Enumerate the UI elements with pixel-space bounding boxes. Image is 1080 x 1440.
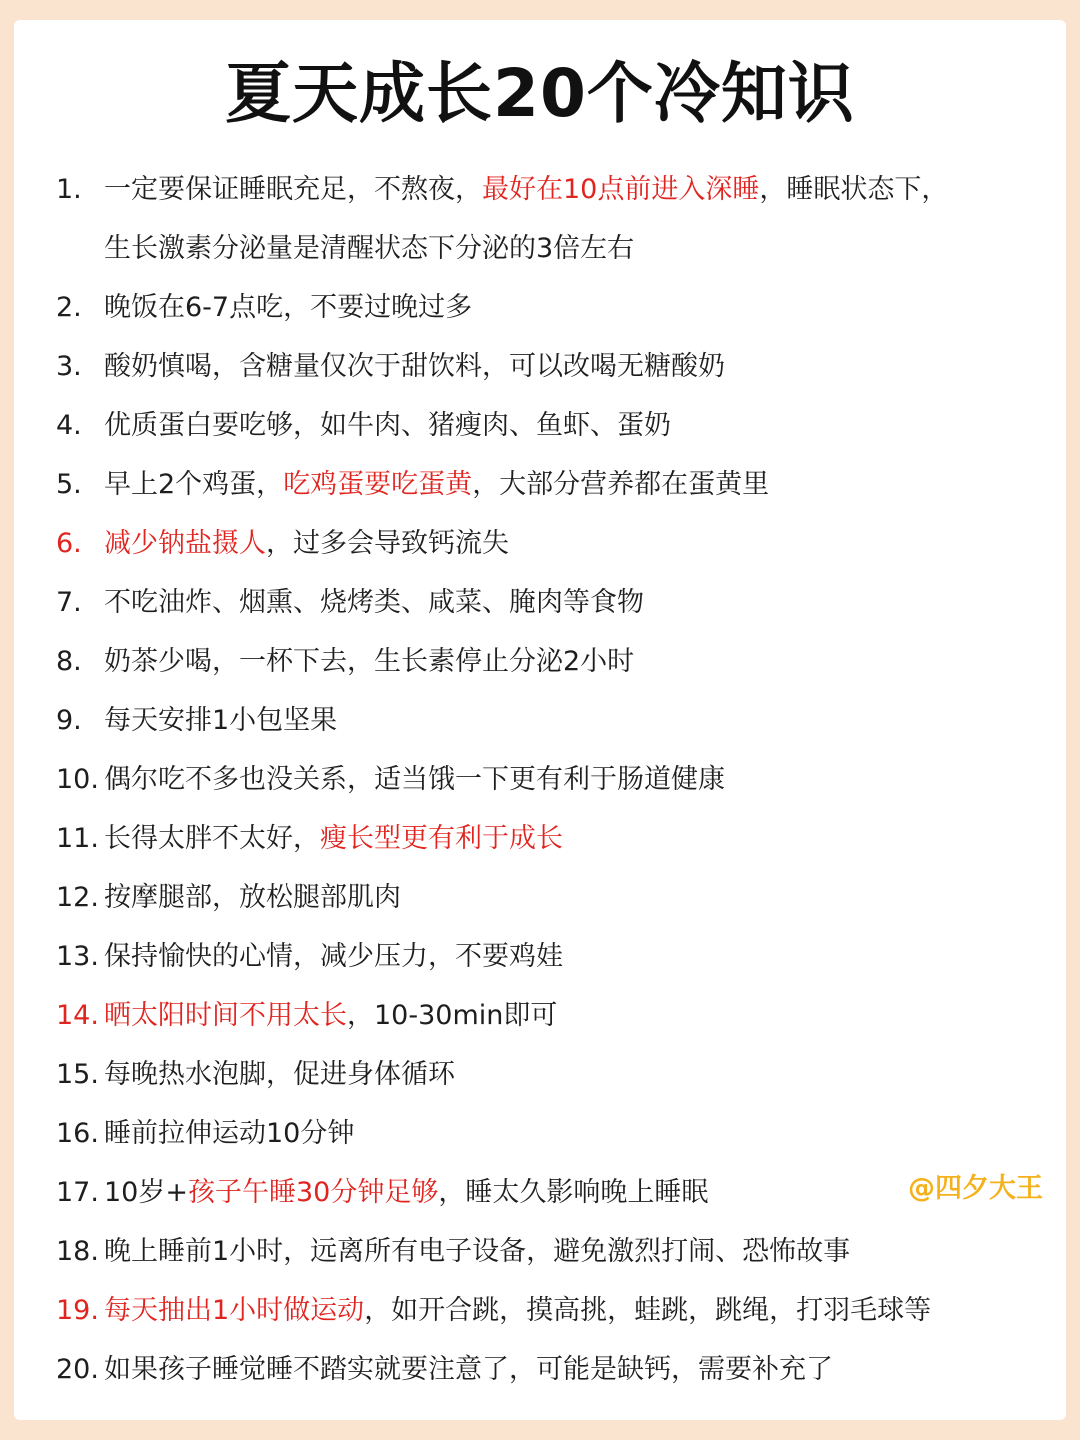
item-number: 1. — [56, 174, 82, 205]
item-text-segment: 如果孩子睡觉睡不踏实就要注意了，可能是缺钙，需要补充了 — [104, 1354, 833, 1385]
highlight-text: 吃鸡蛋要吃蛋黄 — [283, 469, 473, 500]
item-number: 3. — [56, 351, 82, 382]
item-number: 18. — [56, 1236, 99, 1267]
item-text — [104, 809, 563, 869]
item-text-segment: ，10-30min即可 — [347, 1000, 558, 1031]
item-text-segment: 睡前拉伸运动10分钟 — [104, 1118, 355, 1149]
highlight-text: 减少钠盐摄人 — [104, 528, 266, 559]
item-number: 7. — [56, 587, 82, 618]
item-number: 19. — [56, 1295, 99, 1326]
item-number: 17. — [56, 1177, 99, 1208]
item-text — [104, 986, 557, 1046]
item-text-segment: 晚上睡前1小时，远离所有电子设备，避免激烈打闹、恐怖故事 — [104, 1236, 851, 1267]
item-text-segment: 偶尔吃不多也没关系，适当饿一下更有利于肠道健康 — [104, 764, 725, 795]
item-text — [104, 691, 337, 751]
item-text — [104, 160, 948, 220]
page-title: 夏天成长20个冷知识 — [225, 55, 855, 132]
item-text — [104, 514, 509, 574]
item-number: 6. — [56, 528, 82, 559]
item-text — [104, 927, 563, 987]
highlight-text: 最好在10点前进入深睡 — [482, 174, 760, 205]
highlight-text: 每天抽出1小时做运动 — [104, 1295, 365, 1326]
item-text — [104, 337, 725, 397]
item-text-segment: 早上2个鸡蛋， — [104, 469, 284, 500]
item-text — [104, 868, 401, 928]
item-text — [104, 632, 634, 692]
item-text — [104, 278, 472, 338]
item-text — [104, 1045, 455, 1105]
item-number: 12. — [56, 882, 99, 913]
item-text-segment: ，大部分营养都在蛋黄里 — [472, 469, 770, 500]
item-number: 16. — [56, 1118, 99, 1149]
item-number: 15. — [56, 1059, 99, 1090]
item-text-segment: ，过多会导致钙流失 — [266, 528, 509, 559]
item-number: 9. — [56, 705, 82, 736]
item-text-segment: 优质蛋白要吃够，如牛肉、猪瘦肉、鱼虾、蛋奶 — [104, 410, 671, 441]
highlight-text: 晒太阳时间不用太长 — [104, 1000, 347, 1031]
item-text — [104, 455, 769, 515]
item-text — [104, 1340, 833, 1400]
item-text-segment: 不吃油炸、烟熏、烧烤类、咸菜、腌肉等食物 — [104, 587, 644, 618]
item-text-continued: 生长激素分泌量是清醒状态下分泌的3倍左右 — [104, 233, 635, 264]
item-number: 2. — [56, 292, 82, 323]
author-watermark: @四夕大王 — [908, 1173, 1043, 1204]
item-text — [104, 1281, 931, 1341]
item-text-segment: 每晚热水泡脚，促进身体循环 — [104, 1059, 455, 1090]
highlight-text: 瘦长型更有利于成长 — [320, 823, 563, 854]
highlight-text: 孩子午睡30分钟足够 — [187, 1177, 439, 1208]
item-text — [104, 396, 671, 456]
item-number: 5. — [56, 469, 82, 500]
item-text — [104, 573, 644, 633]
item-text-segment: 10岁+ — [104, 1177, 188, 1208]
item-number: 8. — [56, 646, 82, 677]
item-text-segment: ，如开合跳，摸高挑，蛙跳，跳绳，打羽毛球等 — [364, 1295, 932, 1326]
item-text-segment: 保持愉快的心情，减少压力，不要鸡娃 — [104, 941, 563, 972]
item-number: 4. — [56, 410, 82, 441]
item-number: 10. — [56, 764, 99, 795]
item-text — [104, 1163, 708, 1223]
item-text-segment: 一定要保证睡眠充足，不熬夜， — [104, 174, 482, 205]
item-number: 20. — [56, 1354, 99, 1385]
item-number: 14. — [56, 1000, 99, 1031]
item-text — [104, 1222, 850, 1282]
item-text — [104, 1104, 354, 1164]
item-text-segment: ，睡眠状态下， — [759, 174, 949, 205]
item-text-segment: 晚饭在6-7点吃，不要过晚过多 — [104, 292, 473, 323]
item-text-segment: 长得太胖不太好， — [104, 823, 320, 854]
item-text-segment: 每天安排1小包坚果 — [104, 705, 338, 736]
item-text-segment: 奶茶少喝，一杯下去，生长素停止分泌2小时 — [104, 646, 635, 677]
item-text-segment: ，睡太久影响晚上睡眠 — [438, 1177, 709, 1208]
item-text-segment: 按摩腿部，放松腿部肌肉 — [104, 882, 401, 913]
item-text — [104, 750, 725, 810]
item-text-segment: 酸奶慎喝，含糖量仅次于甜饮料，可以改喝无糖酸奶 — [104, 351, 725, 382]
item-number: 13. — [56, 941, 99, 972]
item-number: 11. — [56, 823, 99, 854]
